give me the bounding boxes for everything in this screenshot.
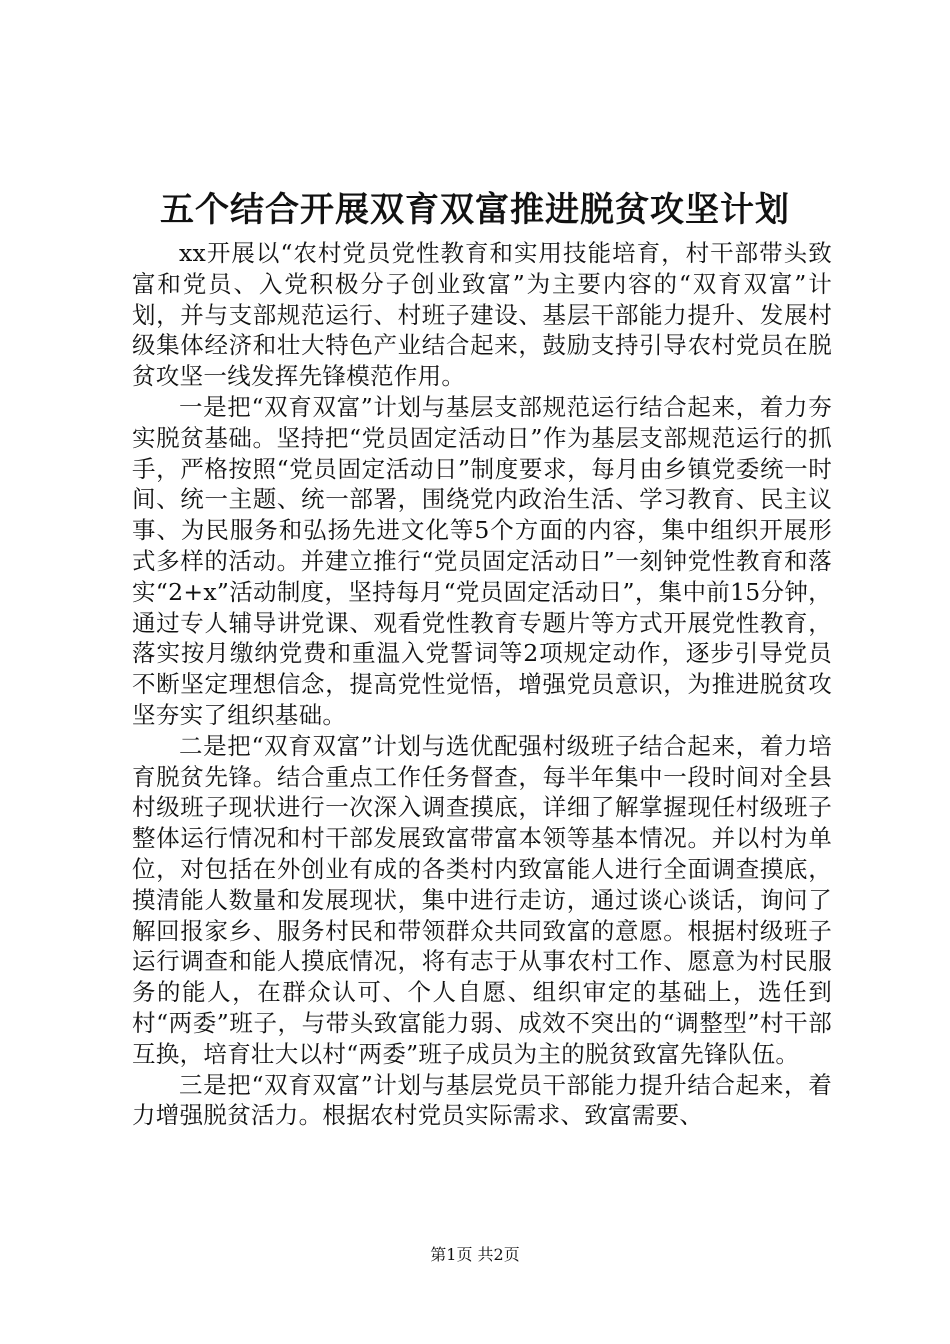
document-title: 五个结合开展双育双富推进脱贫攻坚计划	[160, 190, 790, 230]
paragraph-intro: xx开展以“农村党员党性教育和实用技能培育，村干部带头致富和党员、入党积极分子创业致富”为主要内容的“双育双富”计划，并与支部规范运行、村班子建设、基层干部能力提升、发展村级集体经济和壮大特色产业结合起来，鼓励支持引导农村党员在脱贫攻坚一线发挥先锋模范作用。	[132, 239, 832, 391]
paragraph-point-three: 三是把“双育双富”计划与基层党员干部能力提升结合起来，着力增强脱贫活力。根据农村党员实际需求、致富需要、	[132, 1070, 832, 1130]
paragraph-point-two: 二是把“双育双富”计划与选优配强村级班子结合起来，着力培育脱贫先锋。结合重点工作任务督查，每半年集中一段时间对全县村级班子现状进行一次深入调查摸底，详细了解掌握现任村级班子整体运行情况和村干部发展致富带富本领等基本情况。并以村为单位，对包括在外创业有成的各类村内致富能人进行全面调查摸底，摸清能人数量和发展现状，集中进行走访，通过谈心谈话，询问了解回报家乡、服务村民和带领群众共同致富的意愿。根据村级班子运行调查和能人摸底情况，将有志于从事农村工作、愿意为村民服务的能人，在群众认可、个人自愿、组织审定的基础上，选任到村“两委”班子，与带头致富能力弱、成效不突出的“调整型”村干部互换，培育壮大以村“两委”班子成员为主的脱贫致富先锋队伍。	[132, 731, 832, 1068]
document-body	[132, 238, 832, 1131]
page-number-footer: 第1页 共2页	[430, 1245, 520, 1264]
paragraph-point-one: 一是把“双育双富”计划与基层支部规范运行结合起来，着力夯实脱贫基础。坚持把“党员固定活动日”作为基层支部规范运行的抓手，严格按照“党员固定活动日”制度要求，每月由乡镇党委统一时间、统一主题、统一部署，围绕党内政治生活、学习教育、民主议事、为民服务和弘扬先进文化等5个方面的内容，集中组织开展形式多样的活动。并建立推行“党员固定活动日”一刻钟党性教育和落实“2+x”活动制度，坚持每月“党员固定活动日”，集中前15分钟，通过专人辅导讲党课、观看党性教育专题片等方式开展党性教育，落实按月缴纳党费和重温入党誓词等2项规定动作，逐步引导党员不断坚定理想信念，提高党性觉悟，增强党员意识，为推进脱贫攻坚夯实了组织基础。	[132, 392, 832, 729]
